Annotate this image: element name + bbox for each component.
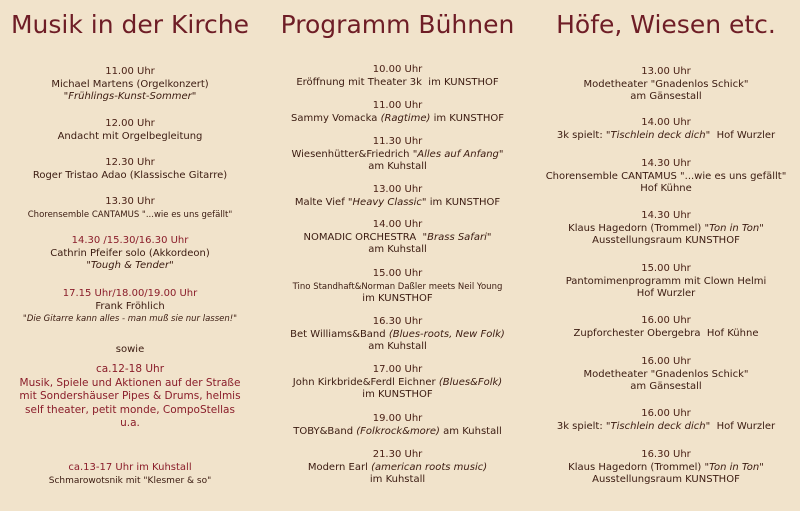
event-title: Cathrin Pfeifer solo (Akkordeon)	[50, 247, 210, 259]
event-time: 11.00 Uhr	[372, 100, 423, 111]
event-item	[5, 235, 255, 273]
event-time: 14.00 Uhr	[641, 117, 691, 128]
event-time: 21.30 Uhr	[372, 449, 423, 460]
event-location: im KUNSTHOF	[428, 76, 499, 88]
event-title: Andacht mit Orgelbegleitung	[57, 130, 203, 142]
event-genre: "Alles auf Anfang"	[412, 148, 504, 160]
event-subtitle: "Tough & Tender"	[86, 260, 174, 271]
event-item	[535, 117, 797, 142]
event-item	[265, 100, 530, 125]
event-time: 13.00 Uhr	[372, 184, 423, 195]
event-item	[5, 196, 255, 221]
event-genre: (american roots music)	[371, 461, 488, 473]
event-genre: (Blues-roots, New Folk)	[388, 328, 505, 340]
event-title: Sammy Vomacka	[291, 112, 378, 124]
event-time: 16.00 Uhr	[641, 356, 691, 367]
heading-stage-program: Programm Bühnen	[280, 10, 515, 39]
event-title: 3k spielt:	[556, 129, 603, 141]
event-item	[5, 157, 255, 182]
event-title: Modetheater "Gnadenlos Schick"	[583, 368, 749, 380]
event-time: 17.00 Uhr	[372, 364, 423, 375]
event-item	[5, 66, 255, 104]
event-item	[5, 118, 255, 143]
event-time: 16.30 Uhr	[641, 449, 691, 460]
event-title: Klaus Hagedorn (Trommel)	[568, 461, 702, 473]
event-time: 14.30 Uhr	[641, 158, 691, 169]
event-title: Pantomimenprogramm mit Clown Helmi	[565, 275, 767, 287]
event-title: Modern Earl	[307, 461, 368, 473]
event-title: Wiesenhütter&Friedrich	[291, 148, 410, 160]
event-item	[265, 64, 530, 89]
event-location: im KUNSTHOF	[433, 112, 504, 124]
event-subtitle: "Frühlings-Kunst-Sommer"	[63, 91, 197, 102]
event-time: 19.00 Uhr	[372, 413, 423, 424]
event-location: Hof Wurzler	[716, 129, 776, 141]
event-location: im KUNSTHOF	[429, 196, 501, 208]
event-genre: (Ragtime)	[380, 112, 431, 124]
event-location: am Kuhstall	[368, 244, 427, 255]
event-title: Chorensemble CANTAMUS "...wie es uns gefällt"	[545, 170, 787, 182]
event-item	[265, 413, 530, 438]
event-time: 14.30 Uhr	[641, 210, 691, 221]
sowie-label: sowie	[115, 344, 145, 355]
event-item	[535, 263, 797, 301]
event-subtitle: "Die Gitarre kann alles - man muß sie nur lassen!"	[22, 314, 238, 324]
event-item	[265, 449, 530, 487]
event-title: Chorensemble CANTAMUS "...wie es uns gefällt"	[27, 209, 233, 220]
event-title: Modetheater "Gnadenlos Schick"	[583, 78, 749, 90]
event-item	[535, 315, 797, 340]
event-location: Hof Wurzler	[636, 288, 696, 299]
event-location: Hof Kühne	[706, 327, 759, 339]
event-location: Ausstellungsraum KUNSTHOF	[592, 235, 740, 246]
event-location: Ausstellungsraum KUNSTHOF	[592, 474, 740, 485]
event-title: Tino Standhaft&Norman Daßler meets Neil Young	[292, 281, 503, 292]
event-time: 12.00 Uhr	[105, 118, 155, 129]
event-time: 16.00 Uhr	[641, 315, 691, 326]
event-title: Zupforchester Obergebra	[573, 327, 701, 339]
event-title: TOBY&Band	[293, 425, 354, 437]
event-subtitle: "Ton in Ton"	[704, 222, 764, 234]
event-item	[535, 210, 797, 248]
event-location: im KUNSTHOF	[362, 389, 433, 400]
event-title: Malte Vief	[294, 196, 345, 208]
event-location: am Kuhstall	[368, 341, 427, 352]
event-time: 16.00 Uhr	[641, 408, 691, 419]
event-time: ca.13-17 Uhr im Kuhstall	[68, 462, 192, 473]
event-time: 10.00 Uhr	[372, 64, 423, 75]
event-item	[5, 288, 255, 326]
event-time: 14.30 /15.30/16.30 Uhr	[71, 235, 189, 246]
event-subtitle: "Tischlein deck dich"	[605, 420, 711, 432]
event-item	[5, 363, 255, 431]
event-location: am Gänsestall	[630, 91, 702, 102]
event-genre: "Brass Safari"	[422, 231, 492, 243]
event-description: mit Sondershäuser Pipes & Drums, helmis	[19, 390, 241, 402]
event-location: Hof Kühne	[640, 183, 692, 194]
event-time: 13.00 Uhr	[641, 66, 691, 77]
event-description: u.a.	[120, 417, 140, 429]
event-title: NOMADIC ORCHESTRA	[303, 231, 417, 243]
event-title: Frank Fröhlich	[95, 300, 165, 312]
event-time: 16.30 Uhr	[372, 316, 423, 327]
event-time: 17.15 Uhr/18.00/19.00 Uhr	[62, 288, 198, 299]
event-item	[265, 136, 530, 174]
event-location: im Kuhstall	[369, 474, 426, 485]
event-subtitle: "Ton in Ton"	[704, 461, 764, 473]
event-genre: (Blues&Folk)	[438, 376, 503, 388]
event-description: self theater, petit monde, CompoStellas	[25, 403, 235, 416]
event-location: am Kuhstall	[443, 425, 502, 437]
event-title: Roger Tristao Adao (Klassische Gitarre)	[32, 169, 228, 181]
event-genre: (Folkrock&more)	[356, 425, 440, 437]
event-item	[535, 66, 797, 104]
event-title: Bet Williams&Band	[290, 328, 386, 340]
event-item	[5, 462, 255, 487]
event-item	[535, 158, 797, 196]
event-item	[265, 219, 530, 257]
event-title: Michael Martens (Orgelkonzert)	[51, 78, 209, 90]
event-genre: "Heavy Classic"	[347, 196, 427, 208]
event-item	[265, 184, 530, 209]
event-subtitle: "Tischlein deck dich"	[605, 129, 711, 141]
event-location: am Gänsestall	[630, 381, 702, 392]
event-item	[265, 364, 530, 402]
event-time: 11.30 Uhr	[372, 136, 423, 147]
heading-church-music: Musik in der Kirche	[10, 10, 250, 39]
event-title: Klaus Hagedorn (Trommel)	[568, 222, 702, 234]
event-item	[265, 268, 530, 306]
event-time: 15.00 Uhr	[372, 268, 423, 279]
event-time: 13.30 Uhr	[105, 196, 155, 207]
event-location: im KUNSTHOF	[362, 293, 433, 304]
heading-yards-meadows: Höfe, Wiesen etc.	[556, 10, 776, 39]
event-location: Hof Wurzler	[716, 420, 776, 432]
event-location: am Kuhstall	[368, 161, 427, 172]
event-item	[535, 449, 797, 487]
event-time: 15.00 Uhr	[641, 263, 691, 274]
event-description: Musik, Spiele und Aktionen auf der Straße	[19, 376, 241, 389]
event-time: ca.12-18 Uhr	[95, 363, 165, 375]
event-title: 3k spielt:	[556, 420, 603, 432]
event-time: 14.00 Uhr	[372, 219, 423, 230]
event-title: Eröffnung mit Theater 3k	[296, 76, 422, 88]
event-item	[535, 408, 797, 433]
event-time: 12.30 Uhr	[105, 157, 155, 168]
event-title: Schmarowotsnik mit "Klesmer & so"	[48, 475, 212, 486]
event-item	[535, 356, 797, 394]
event-item	[265, 316, 530, 354]
event-time: 11.00 Uhr	[105, 66, 155, 77]
event-title: John Kirkbride&Ferdl Eichner	[292, 376, 436, 388]
